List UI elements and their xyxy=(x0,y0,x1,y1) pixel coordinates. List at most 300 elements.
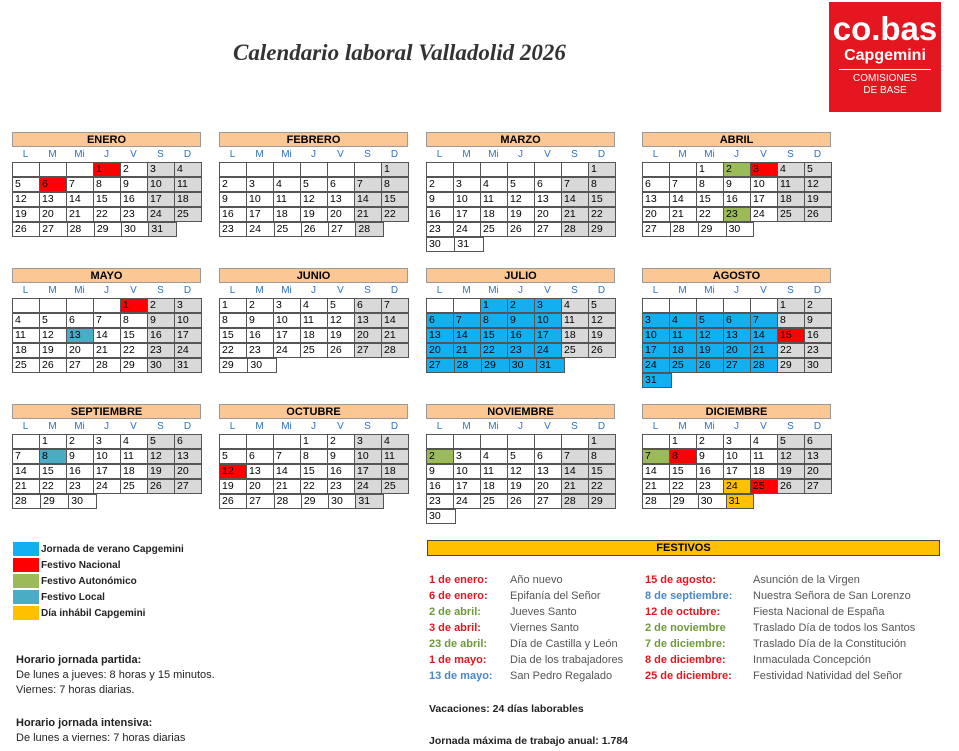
day-cell: 27 xyxy=(642,222,671,237)
day-cell: 29 xyxy=(301,494,329,509)
day-cell: 20 xyxy=(723,343,751,358)
day-cell: 17 xyxy=(354,464,382,479)
day-cell: 17 xyxy=(93,464,121,479)
day-cell: 24 xyxy=(174,343,202,358)
weekday-header xyxy=(12,283,201,298)
weekday-label: S xyxy=(571,285,578,296)
day-cell: 1 xyxy=(777,298,805,313)
day-cell: 28 xyxy=(381,343,409,358)
weekday-label: V xyxy=(544,285,551,296)
day-cell: 25 xyxy=(12,358,40,373)
week-row xyxy=(426,434,615,449)
day-cell: 20 xyxy=(804,464,832,479)
day-cell: 29 xyxy=(777,358,805,373)
horario-intensiva-line1: De lunes a viernes: 7 horas diarias xyxy=(16,732,186,744)
day-cell: 2 xyxy=(147,298,175,313)
day-cell: 25 xyxy=(120,479,148,494)
day-cell: 22 xyxy=(219,343,247,358)
empty-cell xyxy=(751,373,779,388)
weekday-label: M xyxy=(48,149,57,160)
day-cell: 6 xyxy=(174,434,202,449)
month-name: SEPTIEMBRE xyxy=(12,404,201,419)
festivo-name: Viernes Santo xyxy=(510,622,579,634)
day-cell: 31 xyxy=(148,222,176,237)
day-cell: 16 xyxy=(804,328,832,343)
festivo-name: Traslado Día de la Constitución xyxy=(753,638,907,650)
day-cell: 3 xyxy=(723,434,751,449)
week-row xyxy=(426,192,615,207)
festivo-name: Nuestra Señora de San Lorenzo xyxy=(753,590,911,602)
empty-cell xyxy=(562,509,590,524)
day-cell: 19 xyxy=(696,343,724,358)
weekday-label: V xyxy=(337,149,344,160)
day-cell: 4 xyxy=(480,449,508,464)
weekday-label: L xyxy=(652,285,659,296)
empty-cell xyxy=(483,237,510,252)
day-cell: 7 xyxy=(561,177,589,192)
day-cell: 3 xyxy=(453,449,481,464)
day-cell: 12 xyxy=(696,328,724,343)
day-cell: 11 xyxy=(120,449,148,464)
weekday-header xyxy=(219,147,408,162)
week-row xyxy=(642,464,831,479)
day-cell: 22 xyxy=(120,343,148,358)
day-cell: 23 xyxy=(426,222,454,237)
day-cell: 6 xyxy=(39,177,67,192)
day-cell: 17 xyxy=(642,343,670,358)
legend-swatch xyxy=(13,574,39,588)
day-cell: 16 xyxy=(120,192,148,207)
day-cell: 26 xyxy=(507,222,535,237)
day-cell: 29 xyxy=(481,358,510,373)
week-row xyxy=(642,434,831,449)
week-row xyxy=(12,494,201,509)
blank-day-cell xyxy=(39,162,67,177)
day-cell: 22 xyxy=(696,207,724,222)
legend-label: Jornada de verano Capgemini xyxy=(41,543,184,555)
day-cell: 4 xyxy=(750,434,778,449)
day-cell: 16 xyxy=(507,328,535,343)
weekday-header xyxy=(426,283,615,298)
day-cell: 12 xyxy=(147,449,175,464)
day-cell: 27 xyxy=(804,479,832,494)
month-julio xyxy=(426,268,615,373)
week-row xyxy=(426,464,615,479)
day-cell: 31 xyxy=(454,237,483,252)
day-cell: 12 xyxy=(507,192,535,207)
weekday-label: L xyxy=(229,285,236,296)
festivo-name: Festividad Natividad del Señor xyxy=(753,670,903,682)
day-cell: 2 xyxy=(804,298,832,313)
day-cell: 20 xyxy=(246,479,274,494)
day-cell: 1 xyxy=(588,434,616,449)
day-cell: 22 xyxy=(480,343,508,358)
day-cell: 12 xyxy=(804,177,832,192)
day-cell: 19 xyxy=(507,479,535,494)
cobas-logo xyxy=(829,2,941,112)
blank-day-cell xyxy=(12,298,40,313)
day-cell: 22 xyxy=(93,207,121,222)
day-cell: 28 xyxy=(355,222,383,237)
week-row xyxy=(12,298,201,313)
day-cell: 16 xyxy=(696,464,724,479)
legend-item xyxy=(13,573,184,589)
day-cell: 21 xyxy=(12,479,40,494)
day-cell: 7 xyxy=(750,313,778,328)
day-cell: 9 xyxy=(246,313,274,328)
week-row xyxy=(426,162,615,177)
festivo-name: Epifanía del Señor xyxy=(510,590,601,602)
weekday-header xyxy=(219,419,408,434)
weekday-label: L xyxy=(22,285,29,296)
empty-cell xyxy=(804,373,832,388)
day-cell: 19 xyxy=(327,328,355,343)
blank-day-cell xyxy=(246,162,274,177)
week-row xyxy=(426,479,615,494)
day-cell: 8 xyxy=(120,313,148,328)
weekday-header xyxy=(426,419,615,434)
day-cell: 27 xyxy=(723,358,751,373)
day-cell: 25 xyxy=(777,207,805,222)
month-name: MARZO xyxy=(426,132,615,147)
day-cell: 8 xyxy=(696,177,724,192)
day-cell: 30 xyxy=(804,358,832,373)
legend-item xyxy=(13,605,184,621)
blank-day-cell xyxy=(642,162,670,177)
empty-cell xyxy=(149,494,176,509)
day-cell: 14 xyxy=(669,192,697,207)
day-cell: 18 xyxy=(480,479,508,494)
legend-swatch xyxy=(13,558,39,572)
empty-cell xyxy=(302,358,329,373)
day-cell: 20 xyxy=(327,207,355,222)
day-cell: 17 xyxy=(750,192,778,207)
day-cell: 29 xyxy=(670,494,699,509)
week-row xyxy=(642,358,831,373)
blank-day-cell xyxy=(426,298,454,313)
day-cell: 8 xyxy=(300,449,328,464)
day-cell: 26 xyxy=(804,207,832,222)
weekday-label: D xyxy=(390,285,399,296)
week-row xyxy=(219,479,408,494)
legend-label: Festivo Nacional xyxy=(41,559,121,571)
day-cell: 2 xyxy=(723,162,751,177)
day-cell: 7 xyxy=(453,313,481,328)
day-cell: 13 xyxy=(354,313,382,328)
day-cell: 24 xyxy=(642,358,670,373)
empty-cell xyxy=(753,494,780,509)
day-cell: 18 xyxy=(561,328,589,343)
day-cell: 16 xyxy=(426,207,454,222)
weekday-label: S xyxy=(571,421,578,432)
day-cell: 18 xyxy=(750,464,778,479)
day-cell: 20 xyxy=(174,464,202,479)
day-cell: 26 xyxy=(507,494,535,509)
day-cell: 17 xyxy=(723,464,751,479)
day-cell: 22 xyxy=(588,479,616,494)
day-cell: 20 xyxy=(66,343,94,358)
week-row xyxy=(219,192,408,207)
day-cell: 22 xyxy=(381,207,409,222)
week-row xyxy=(12,434,201,449)
day-cell: 14 xyxy=(453,328,481,343)
week-row xyxy=(219,358,408,373)
day-cell: 18 xyxy=(480,207,508,222)
month-name: JULIO xyxy=(426,268,615,283)
day-cell: 1 xyxy=(219,298,247,313)
day-cell: 23 xyxy=(804,343,832,358)
day-cell: 5 xyxy=(588,298,616,313)
week-row xyxy=(642,162,831,177)
empty-cell xyxy=(562,237,589,252)
blank-day-cell xyxy=(453,298,481,313)
day-cell: 18 xyxy=(381,464,409,479)
blank-day-cell xyxy=(750,298,778,313)
legend xyxy=(13,541,184,621)
day-cell: 16 xyxy=(426,479,454,494)
blank-day-cell xyxy=(534,434,562,449)
blank-day-cell xyxy=(669,162,697,177)
day-cell: 22 xyxy=(588,207,616,222)
empty-cell xyxy=(535,509,563,524)
day-cell: 8 xyxy=(588,449,616,464)
day-cell: 12 xyxy=(777,449,805,464)
day-cell: 13 xyxy=(246,464,274,479)
day-cell: 23 xyxy=(66,479,94,494)
empty-cell xyxy=(455,509,483,524)
weekday-label: D xyxy=(813,285,822,296)
day-cell: 21 xyxy=(750,343,778,358)
day-cell: 25 xyxy=(480,494,508,509)
day-cell: 6 xyxy=(327,177,355,192)
day-cell: 20 xyxy=(534,479,562,494)
day-cell: 7 xyxy=(561,449,589,464)
day-cell: 26 xyxy=(39,358,67,373)
weekday-label: V xyxy=(544,149,551,160)
weekday-label: M xyxy=(255,285,264,296)
day-cell: 8 xyxy=(480,313,508,328)
month-name: MAYO xyxy=(12,268,201,283)
day-cell: 23 xyxy=(219,222,247,237)
day-cell: 13 xyxy=(327,192,355,207)
weekday-label: Mi xyxy=(281,149,292,160)
weekday-label: V xyxy=(760,149,767,160)
week-row xyxy=(642,494,831,509)
logo-text-capgemini: Capgemini xyxy=(844,47,926,64)
day-cell: 11 xyxy=(480,464,508,479)
jornada-maxima-text: Jornada máxima de trabajo anual: 1.784 xyxy=(429,735,628,747)
weekday-label: D xyxy=(813,421,822,432)
week-row xyxy=(642,449,831,464)
legend-label: Día inhábil Capgemini xyxy=(41,607,146,619)
day-cell: 30 xyxy=(509,358,538,373)
weekday-label: V xyxy=(337,285,344,296)
day-cell: 17 xyxy=(147,192,175,207)
blank-day-cell xyxy=(453,434,481,449)
weekday-label: J xyxy=(518,149,523,160)
weekday-label: M xyxy=(255,421,264,432)
day-cell: 2 xyxy=(120,162,148,177)
day-cell: 24 xyxy=(453,222,481,237)
weekday-label: J xyxy=(311,285,316,296)
weekday-label: D xyxy=(597,421,606,432)
empty-cell xyxy=(588,509,616,524)
festivos-header: FESTIVOS xyxy=(427,540,940,556)
horario-intensiva-title: Horario jornada intensiva: xyxy=(16,717,153,729)
blank-day-cell xyxy=(426,162,454,177)
empty-cell xyxy=(383,494,409,509)
day-cell: 10 xyxy=(354,449,382,464)
day-cell: 27 xyxy=(174,479,202,494)
page-title: Calendario laboral Valladolid 2026 xyxy=(233,40,566,65)
day-cell: 23 xyxy=(426,494,454,509)
weekday-label: S xyxy=(787,149,794,160)
weekday-label: J xyxy=(518,285,523,296)
day-cell: 26 xyxy=(588,343,616,358)
festivo-name: Traslado Día de todos los Santos xyxy=(753,622,916,634)
weekday-label: Mi xyxy=(704,149,715,160)
month-name: ENERO xyxy=(12,132,201,147)
day-cell: 29 xyxy=(588,222,616,237)
day-cell: 11 xyxy=(480,192,508,207)
day-cell: 19 xyxy=(588,328,616,343)
day-cell: 11 xyxy=(750,449,778,464)
day-cell: 12 xyxy=(12,192,40,207)
day-cell: 1 xyxy=(93,162,121,177)
day-cell: 19 xyxy=(300,207,328,222)
weekday-label: L xyxy=(22,421,29,432)
day-cell: 15 xyxy=(39,464,67,479)
weekday-label: J xyxy=(734,149,739,160)
day-cell: 6 xyxy=(246,449,274,464)
festivo-name: Dia de los trabajadores xyxy=(510,654,624,666)
day-cell: 30 xyxy=(726,222,755,237)
weekday-label: Mi xyxy=(488,285,499,296)
day-cell: 24 xyxy=(354,479,382,494)
blank-day-cell xyxy=(12,434,40,449)
day-cell: 2 xyxy=(246,298,274,313)
weekday-label: V xyxy=(544,421,551,432)
day-cell: 15 xyxy=(120,328,148,343)
day-cell: 4 xyxy=(300,298,328,313)
week-row xyxy=(219,449,408,464)
day-cell: 28 xyxy=(454,358,483,373)
day-cell: 27 xyxy=(39,222,67,237)
day-cell: 22 xyxy=(300,479,328,494)
day-cell: 12 xyxy=(39,328,67,343)
weekday-label: M xyxy=(462,421,471,432)
weekday-header xyxy=(219,283,408,298)
day-cell: 21 xyxy=(381,328,409,343)
day-cell: 18 xyxy=(300,328,328,343)
week-row xyxy=(219,298,408,313)
day-cell: 13 xyxy=(534,192,562,207)
blank-day-cell xyxy=(669,298,697,313)
day-cell: 27 xyxy=(534,494,562,509)
day-cell: 25 xyxy=(300,343,328,358)
vacaciones-text: Vacaciones: 24 días laborables xyxy=(429,703,584,715)
weekday-label: J xyxy=(104,285,109,296)
day-cell: 25 xyxy=(480,222,508,237)
weekday-header xyxy=(642,147,831,162)
blank-day-cell xyxy=(480,434,508,449)
empty-cell xyxy=(176,222,202,237)
weekday-label: V xyxy=(760,421,767,432)
day-cell: 15 xyxy=(300,464,328,479)
day-cell: 30 xyxy=(68,494,97,509)
week-row xyxy=(642,479,831,494)
weekday-label: M xyxy=(462,149,471,160)
weekday-label: Mi xyxy=(281,421,292,432)
blank-day-cell xyxy=(93,298,121,313)
day-cell: 26 xyxy=(696,358,724,373)
blank-day-cell xyxy=(507,434,535,449)
festivo-name: Año nuevo xyxy=(510,574,563,586)
week-row xyxy=(12,328,201,343)
month-abril xyxy=(642,132,831,237)
day-cell: 29 xyxy=(698,222,727,237)
day-cell: 30 xyxy=(426,509,456,524)
weekday-label: V xyxy=(130,421,137,432)
day-cell: 16 xyxy=(147,328,175,343)
horario-partida-title: Horario jornada partida: xyxy=(16,654,142,666)
empty-cell xyxy=(779,222,806,237)
week-row xyxy=(219,177,408,192)
legend-swatch xyxy=(13,606,39,620)
horario-partida xyxy=(16,654,215,696)
day-cell: 3 xyxy=(93,434,121,449)
empty-cell xyxy=(276,358,303,373)
empty-cell xyxy=(536,237,563,252)
day-cell: 26 xyxy=(219,494,247,509)
day-cell: 10 xyxy=(273,313,301,328)
day-cell: 25 xyxy=(381,479,409,494)
weekday-label: L xyxy=(652,421,659,432)
empty-cell xyxy=(175,494,202,509)
day-cell: 9 xyxy=(696,449,724,464)
day-cell: 9 xyxy=(507,313,535,328)
week-row xyxy=(12,343,201,358)
day-cell: 5 xyxy=(39,313,67,328)
weekday-label: M xyxy=(462,285,471,296)
day-cell: 1 xyxy=(120,298,148,313)
day-cell: 12 xyxy=(300,192,328,207)
day-cell: 4 xyxy=(777,162,805,177)
blank-day-cell xyxy=(480,162,508,177)
day-cell: 21 xyxy=(561,207,589,222)
day-cell: 28 xyxy=(274,494,302,509)
day-cell: 10 xyxy=(174,313,202,328)
day-cell: 9 xyxy=(219,192,247,207)
day-cell: 28 xyxy=(67,222,95,237)
weekday-label: S xyxy=(157,149,164,160)
legend-item xyxy=(13,589,184,605)
month-name: JUNIO xyxy=(219,268,408,283)
empty-cell xyxy=(779,494,806,509)
day-cell: 5 xyxy=(804,162,832,177)
blank-day-cell xyxy=(561,434,589,449)
day-cell: 7 xyxy=(669,177,697,192)
week-row xyxy=(12,313,201,328)
empty-cell xyxy=(123,494,150,509)
day-cell: 23 xyxy=(507,343,535,358)
weekday-label: M xyxy=(678,149,687,160)
festivo-date: 1 de mayo: xyxy=(429,654,487,666)
day-cell: 27 xyxy=(66,358,94,373)
day-cell: 30 xyxy=(698,494,727,509)
day-cell: 7 xyxy=(66,177,94,192)
empty-cell xyxy=(481,509,509,524)
